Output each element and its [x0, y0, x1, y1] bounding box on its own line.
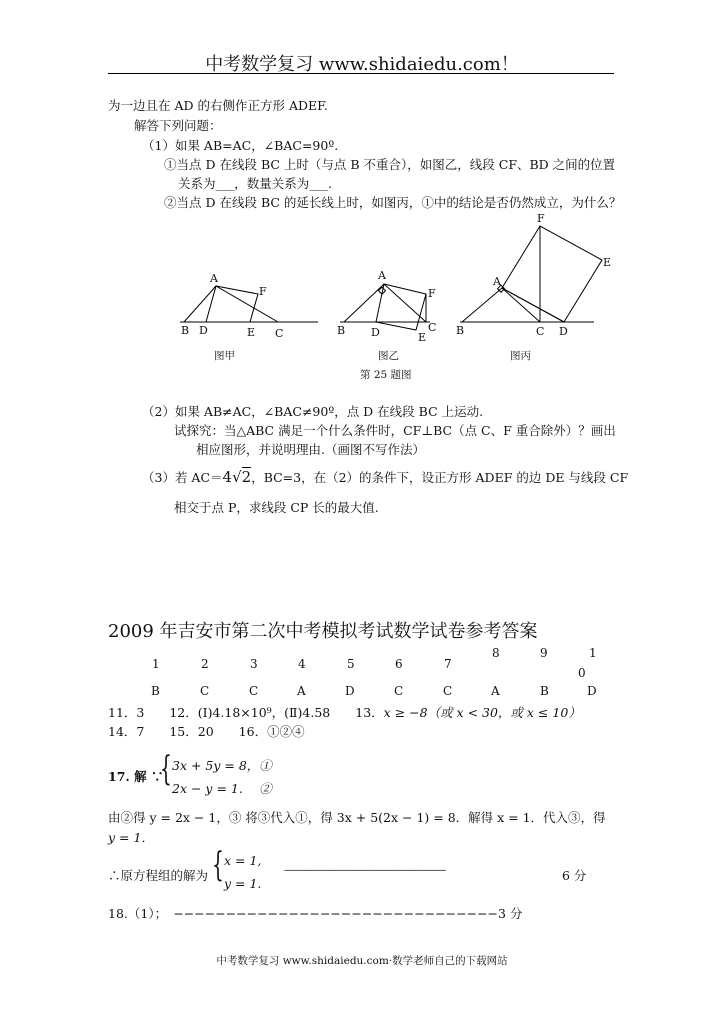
jia-label-E: E: [247, 326, 256, 339]
answer-choice-5: D: [345, 684, 355, 698]
answer-number-7: 7: [444, 657, 452, 671]
answer-choice-10: D: [587, 684, 597, 698]
left-brace-icon: {: [212, 845, 224, 885]
figure-yi: [340, 284, 430, 330]
answer-number-5: 5: [347, 657, 355, 671]
answer-number-10-ones: 0: [578, 666, 586, 680]
q17-score-dashes: -------------------------------------------------------------------------------: [284, 866, 446, 876]
q18-line: 18.（1）； −−−−−−−−−−−−−−−−−−−−−−−−−−−−−−−3 分: [108, 906, 523, 921]
answers-title: 2009 年吉安市第二次中考模拟考试数学试卷参考答案: [108, 621, 538, 642]
figure-jia: [180, 286, 318, 322]
bing-label-D: D: [559, 325, 568, 338]
bing-label-A: A: [493, 275, 501, 288]
q17-result-x: x = 1,: [224, 853, 262, 868]
part-3-rest: ，BC=3，在（2）的条件下，设正方形 ADEF 的边 DE 与线段 CF: [251, 470, 629, 485]
answers-11-13-text: 11．3 12．(Ⅰ)4.18×10⁹，(Ⅱ)4.58 13．: [108, 705, 384, 720]
problem-line-1: 为一边且在 AD 的右侧作正方形 ADEF.: [108, 98, 328, 113]
problem-part-1-case-1: ①当点 D 在线段 BC 上时（与点 B 不重合），如图乙，线段 CF、BD 之间的位置: [164, 157, 616, 172]
jia-caption: 图甲: [214, 350, 235, 362]
left-brace-icon: {: [160, 749, 172, 789]
jia-label-B: B: [181, 324, 190, 337]
answers-row-11-13: [108, 703, 581, 721]
part-3-coef: 4: [222, 468, 233, 486]
answer-choice-6: C: [394, 684, 404, 698]
jia-label-A: A: [210, 272, 218, 285]
page-header: 中考数学复习 www.shidaiedu.com！: [205, 54, 519, 75]
answer-number-8: 8: [492, 646, 500, 660]
jia-label-D: D: [199, 324, 208, 337]
bing-label-C: C: [536, 325, 545, 338]
answer-choice-3: C: [249, 684, 259, 698]
header-rule: [108, 73, 614, 74]
jia-label-F: F: [259, 285, 267, 298]
answer-choice-1: B: [151, 684, 160, 698]
figure-bing: [460, 226, 602, 322]
problem-part-1: （1）如果 AB=AC，∠BAC=90º.: [142, 138, 339, 153]
geometry-figures: [170, 210, 630, 390]
answer-number-6: 6: [395, 657, 403, 671]
q17-equation-1: 3x + 5y = 8，①: [172, 758, 272, 773]
yi-label-F: F: [428, 287, 436, 300]
jia-label-C: C: [275, 327, 284, 340]
answer-choice-4: A: [297, 684, 306, 698]
problem-part-1-blanks: 关系为___，数量关系为___.: [178, 176, 332, 191]
yi-label-D: D: [371, 326, 380, 339]
bing-label-E: E: [603, 256, 612, 269]
problem-part-2-draw: 相应图形，并说明理由.（画图不写作法）: [196, 442, 425, 457]
problem-part-2-explore: 试探究：当△ABC 满足一个什么条件时，CF⊥BC（点 C、F 重合除外）？画出: [174, 423, 616, 438]
yi-label-B: B: [337, 324, 346, 337]
yi-label-E: E: [418, 331, 427, 344]
problem-line-2: 解答下列问题：: [134, 118, 222, 133]
answer-number-9: 9: [540, 646, 548, 660]
q17-result-y: y = 1.: [224, 876, 262, 891]
sqrt-icon: √: [232, 468, 242, 486]
bing-caption: 图丙: [510, 350, 531, 362]
yi-caption: 图乙: [378, 350, 399, 362]
problem-part-3-question: 相交于点 P，求线段 CP 长的最大值.: [174, 500, 379, 515]
problem-part-3: [142, 468, 628, 486]
answer-number-1: 1: [152, 657, 160, 671]
q17-solution-line-2: y = 1．: [108, 830, 154, 845]
q17-score: 6 分: [562, 868, 587, 883]
problem-part-1-case-2: ②当点 D 在线段 BC 的延长线上时，如图丙，①中的结论是否仍然成立，为什么？: [164, 195, 622, 210]
answer-number-4: 4: [298, 657, 306, 671]
bing-label-B: B: [456, 324, 465, 337]
q17-equation-2: 2x − y = 1. ②: [172, 781, 272, 796]
answer-number-10-tens: 1: [589, 646, 597, 660]
q17-result-label: ∴原方程组的解为: [108, 868, 209, 883]
problem-part-2: （2）如果 AB≠AC，∠BAC≠90º，点 D 在线段 BC 上运动.: [142, 404, 484, 419]
q17-label: 17. 解 ∵: [108, 769, 164, 784]
bing-label-F: F: [537, 212, 545, 225]
page-footer: 中考数学复习 www.shidaiedu.com·数学老师自己的下载网站: [216, 955, 508, 967]
figures-caption: 第 25 题图: [360, 369, 412, 381]
q17-solution-line-1: 由②得 y = 2x − 1，③ 将③代入①，得 3x + 5(2x − 1) = 8．解得 x = 1．代入③，得: [108, 810, 606, 825]
answer-number-3: 3: [250, 657, 258, 671]
yi-label-C: C: [428, 321, 437, 334]
answer-choice-7: C: [443, 684, 453, 698]
answer-number-2: 2: [201, 657, 209, 671]
yi-label-A: A: [378, 269, 386, 282]
answer-13-inequality: x ≥ −8（或 x < 30，或 x ≤ 10）: [383, 705, 581, 720]
part-3-radicand: 2: [241, 468, 252, 486]
answer-choice-9: B: [540, 684, 549, 698]
answer-choice-8: A: [491, 684, 500, 698]
answers-row-14-16: 14．7 15．20 16．①②④: [108, 724, 305, 739]
part-3-prefix: （3）若 AC＝: [142, 470, 223, 485]
answer-choice-2: C: [200, 684, 210, 698]
